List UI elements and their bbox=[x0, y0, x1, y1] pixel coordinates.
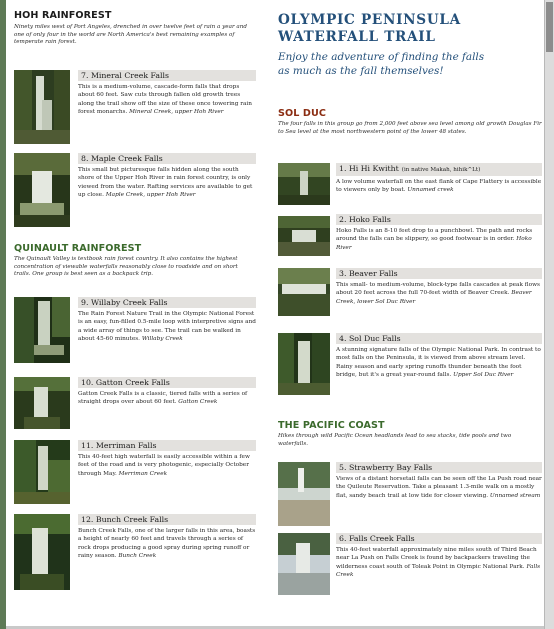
native-name: (in native Makah, hihik^Lt) bbox=[401, 167, 481, 173]
section-title-solduc: SOL DUC bbox=[278, 108, 327, 119]
falls-photo bbox=[14, 514, 70, 590]
falls-photo bbox=[278, 268, 330, 316]
falls-name: Bunch Creek Falls bbox=[95, 515, 169, 524]
entry-text bbox=[78, 70, 256, 117]
entry-source: Bunch Creek bbox=[118, 553, 157, 560]
entry-description: Hoko Falls is an 8-10 feet drop to a punchbowl. The path and rocks around the falls can be slippery, so good footwear is in order. Hoko River bbox=[336, 228, 533, 251]
entry-heading: 11. Merriman Falls bbox=[78, 440, 256, 451]
entry-text bbox=[336, 533, 542, 580]
entry-text bbox=[78, 514, 256, 561]
falls-entry-6 bbox=[278, 533, 542, 597]
falls-entry-11 bbox=[14, 440, 256, 506]
solduc-section bbox=[278, 108, 542, 136]
falls-entry-9 bbox=[14, 297, 256, 373]
falls-name: Willaby Creek Falls bbox=[90, 298, 168, 307]
entry-source: Gatton Creek bbox=[178, 399, 218, 406]
falls-entry-4 bbox=[278, 333, 542, 411]
entry-text bbox=[336, 462, 542, 500]
entry-source: Falls Creek bbox=[336, 563, 541, 579]
falls-entry-7 bbox=[14, 70, 256, 148]
entry-heading: 1. Hi Hi Kwitht (in native Makah, hihik^Lt) bbox=[336, 163, 542, 176]
falls-entry-12 bbox=[14, 514, 256, 594]
falls-name: Strawberry Bay Falls bbox=[348, 463, 433, 472]
scrollbar-thumb[interactable] bbox=[546, 2, 553, 52]
section-intro-solduc: The four falls in this group go from 2,000 feet above sea level among old growth Douglas Fir to Sea level at the most northwestern point of the lower 48 states. bbox=[278, 121, 542, 135]
entry-description: The Rain Forest Nature Trail in the Olympic National Forest is an easy, fun-filled 0.5-mile loop with interpretive signs and a wide array of things to see. The trail can be walked in about 45-60 minutes. Willaby Creek bbox=[78, 311, 256, 343]
entry-heading: 10. Gatton Creek Falls bbox=[78, 377, 256, 388]
section-intro-coast: Hikes through wild Pacific Ocean headlands lead to sea stacks, tide pools and two waterfalls. bbox=[278, 433, 512, 447]
hoh-section bbox=[14, 10, 256, 47]
entry-description: Views of a distant horsetail falls can be seen off the La Push road near the Quileute Reservation. Take a pleasant 1.3-mile walk on a mostly flat, sandy beach trail at low tide for closer viewing. Unnamed stream bbox=[336, 476, 542, 499]
entry-description: This is a medium-volume, cascade-form falls that drops about 60 feet. Saw cuts through fallen old growth trees along the trail show off the size of these once towering rain forest monarchs. Mineral Creek, upper Hoh River bbox=[78, 84, 252, 116]
entry-description: Bunch Creek Falls, one of the larger falls in this area, boasts a height of nearly 60 feet and travels through a series of rock drops producing a good spray during spring runoff or rainy season. Bunch Creek bbox=[78, 528, 256, 560]
falls-entry-8 bbox=[14, 153, 256, 231]
falls-entry-1 bbox=[278, 163, 542, 213]
entry-description: This small but picturesque falls hidden along the south shore of the Upper Hoh River in rain forest country, is only viewed from the water. Rafting services are available to get up close. Maple Creek, upper Hoh River bbox=[78, 167, 253, 199]
entry-heading: 5. Strawberry Bay Falls bbox=[336, 462, 542, 473]
falls-name: Beaver Falls bbox=[348, 269, 398, 278]
falls-photo bbox=[14, 440, 70, 504]
entry-source: Willaby Creek bbox=[141, 336, 183, 343]
falls-name: Falls Creek Falls bbox=[348, 534, 415, 543]
entry-description: A low volume waterfall on the east flank of Cape Flattery is accessible to viewers only by boat. Unnamed creek bbox=[336, 179, 542, 194]
falls-entry-5 bbox=[278, 462, 542, 532]
coast-section bbox=[278, 420, 542, 448]
entry-description: This 40-feet high waterfall is easily accessible within a few feet of the road and is very photogenic, especially October through May. Merriman Creek bbox=[78, 454, 250, 477]
section-intro-hoh: Ninety miles west of Port Angeles, drenched in over twelve feet of rain a year and one of only four in the world are North America's best remaining examples of temperate rain forest. bbox=[14, 24, 247, 46]
entry-text bbox=[336, 268, 542, 306]
falls-name: Gatton Creek Falls bbox=[95, 378, 170, 387]
falls-name: Maple Creek Falls bbox=[90, 154, 163, 163]
scrollbar[interactable] bbox=[544, 0, 554, 629]
falls-photo bbox=[278, 533, 330, 595]
section-intro-quinault: The Quinault Valley is textbook rain forest country. It also contains the highest concentration of viewable waterfalls reasonably close to roadside and on short trails. One group is best seen as a backpack trip. bbox=[14, 256, 238, 278]
entry-text bbox=[78, 297, 256, 344]
section-title-coast: THE PACIFIC COAST bbox=[278, 420, 385, 431]
entry-heading: 8. Maple Creek Falls bbox=[78, 153, 256, 164]
entry-source: Merriman Creek bbox=[118, 470, 168, 477]
tagline-line1: Enjoy the adventure of finding the falls bbox=[278, 51, 485, 63]
entry-source: Hoko River bbox=[336, 236, 532, 251]
entry-text bbox=[336, 163, 542, 195]
entry-source: Maple Creek, upper Hoh River bbox=[105, 192, 196, 199]
entry-text bbox=[78, 153, 256, 200]
falls-photo bbox=[14, 70, 70, 144]
section-title-quinault: QUINAULT RAINFOREST bbox=[14, 243, 142, 254]
falls-photo bbox=[278, 163, 330, 205]
entry-source: Beaver Creek, lower Sol Duc River bbox=[336, 290, 532, 305]
falls-photo bbox=[14, 377, 70, 429]
entry-description: A stunning signature falls of the Olympic National Park. In contrast to most falls on the Peninsula, it is viewed from above stream level. Rainy season and early spring runoffs thunder beneath the foot bridge, but it's a great year-round falls. Upper Sol Duc River bbox=[336, 347, 541, 379]
entry-text bbox=[336, 333, 542, 380]
entry-heading: 3. Beaver Falls bbox=[336, 268, 542, 279]
entry-heading: 2. Hoko Falls bbox=[336, 214, 542, 225]
page-header bbox=[278, 12, 542, 78]
falls-photo bbox=[278, 333, 330, 395]
quinault-section bbox=[14, 243, 256, 279]
entry-source: Unnamed creek bbox=[407, 187, 454, 194]
entry-text bbox=[336, 214, 542, 252]
falls-entry-3 bbox=[278, 268, 542, 326]
falls-photo bbox=[14, 297, 70, 363]
falls-entry-2 bbox=[278, 214, 542, 264]
entry-heading: 9. Willaby Creek Falls bbox=[78, 297, 256, 308]
entry-source: Mineral Creek, upper Hoh River bbox=[129, 109, 224, 116]
page-title-line2: WATERFALL TRAIL bbox=[278, 29, 436, 45]
falls-photo bbox=[278, 216, 330, 256]
falls-entry-10 bbox=[14, 377, 256, 433]
entry-source: Upper Sol Duc River bbox=[453, 372, 514, 379]
entry-heading: 4. Sol Duc Falls bbox=[336, 333, 542, 344]
falls-photo bbox=[14, 153, 70, 227]
falls-name: Sol Duc Falls bbox=[348, 334, 401, 343]
entry-description: This 40-feet waterfall approximately nine miles south of Third Beach near La Push on Falls Creek is found by backpackers traveling the wilderness coast south of Toleak Point in Olympic National Park. Falls Creek bbox=[336, 547, 541, 579]
falls-name: Merriman Falls bbox=[95, 441, 157, 450]
left-border-strip bbox=[0, 0, 6, 629]
entry-text bbox=[78, 440, 256, 478]
entry-description: Gatton Creek Falls is a classic, tiered falls with a series of straight drops over about 60 feet. Gatton Creek bbox=[78, 391, 248, 406]
entry-source: Unnamed stream bbox=[489, 492, 541, 499]
falls-name: Hoko Falls bbox=[348, 215, 391, 224]
entry-heading: 12. Bunch Creek Falls bbox=[78, 514, 256, 525]
entry-heading: 7. Mineral Creek Falls bbox=[78, 70, 256, 81]
tagline-line2: as much as the fall themselves! bbox=[278, 64, 444, 77]
falls-name: Mineral Creek Falls bbox=[90, 71, 170, 80]
entry-text bbox=[78, 377, 256, 407]
entry-description: This small- to medium-volume, block-type falls cascades at peak flows about 20 feet across the full 70-feet width of Beaver Creek. Beaver Creek, lower Sol Duc River bbox=[336, 282, 540, 305]
section-title-hoh: HOH RAINFOREST bbox=[14, 10, 112, 21]
page-title-line1: OLYMPIC PENINSULA bbox=[278, 12, 461, 28]
entry-heading: 6. Falls Creek Falls bbox=[336, 533, 542, 544]
falls-name: Hi Hi Kwitht bbox=[348, 164, 399, 173]
falls-photo bbox=[278, 462, 330, 526]
